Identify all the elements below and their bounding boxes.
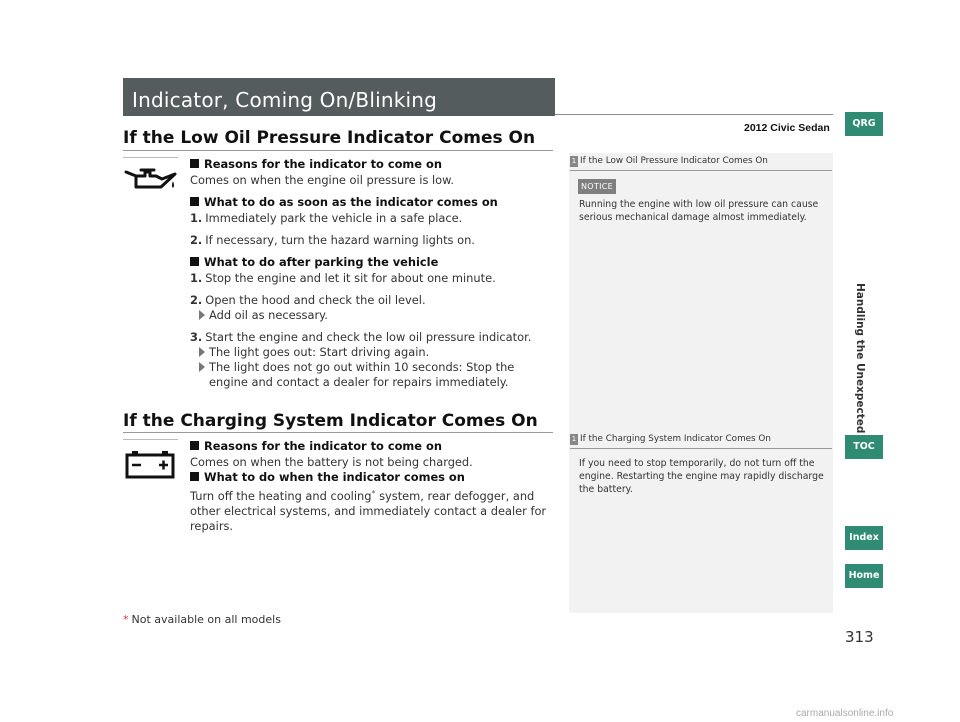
arrow-right-icon [199, 347, 205, 357]
qrg-tab[interactable]: QRG [845, 112, 883, 136]
square-bullet-icon [190, 159, 199, 168]
charging-icon-box [123, 439, 178, 479]
oil-substep: Add oil as necessary. [190, 308, 555, 323]
watermark: carmanualsonline.info [796, 708, 894, 719]
charging-note-header: 1 If the Charging System Indicator Comes On [570, 433, 832, 449]
charging-reasons-text: Comes on when the battery is not being charged. [190, 455, 473, 469]
oil-step: 3. Start the engine and check the low oil pressure indicator. The light goes out: Start driving again. The light does not go out within 10 seconds: Stop the engine and contact a dealer for repairs immediately. [190, 330, 555, 390]
oil-section-rule [123, 150, 553, 151]
index-tab[interactable]: Index [845, 526, 883, 550]
oil-step: 2. If necessary, turn the hazard warning lights on. [190, 233, 475, 247]
model-label: 2012 Civic Sedan [744, 122, 830, 134]
charging-section-rule [123, 432, 553, 433]
charging-action-subheading: What to do when the indicator comes on [190, 470, 555, 485]
square-bullet-icon [190, 441, 199, 450]
charging-side-note [570, 433, 832, 496]
toc-tab[interactable]: TOC [845, 435, 883, 459]
square-bullet-icon [190, 197, 199, 206]
oil-side-note [570, 155, 832, 224]
charging-section-title: If the Charging System Indicator Comes On [123, 411, 538, 431]
header-rule [555, 114, 833, 115]
home-tab[interactable]: Home [845, 564, 883, 588]
oil-section-body [190, 157, 555, 397]
chapter-header: Indicator, Coming On/Blinking [123, 78, 555, 116]
oil-note-header: 1 If the Low Oil Pressure Indicator Comes On [570, 155, 832, 171]
oil-substep: The light does not go out within 10 seconds: Stop the engine and contact a dealer for repairs immediately. [190, 360, 555, 390]
oil-pressure-icon-box [123, 157, 178, 195]
oil-after-subheading: What to do after parking the vehicle [190, 255, 555, 270]
oil-note-text: Running the engine with low oil pressure can cause serious mechanical damage almost immediately. [579, 199, 819, 223]
oil-substep: The light goes out: Start driving again. [190, 345, 555, 360]
oil-step: 2. Open the hood and check the oil level. Add oil as necessary. [190, 293, 555, 323]
arrow-right-icon [199, 310, 205, 320]
charging-action-text: Turn off the heating and cooling* system, rear defogger, and other electrical systems, and immediately contact a dealer for repairs. [190, 489, 547, 533]
square-bullet-icon [190, 472, 199, 481]
oil-reasons-subheading: Reasons for the indicator to come on [190, 157, 555, 172]
oil-section-title: If the Low Oil Pressure Indicator Comes On [123, 128, 536, 148]
page-number: 313 [845, 628, 874, 646]
oil-can-icon [123, 165, 178, 195]
charging-reasons-subheading: Reasons for the indicator to come on [190, 439, 555, 454]
notice-badge: NOTICE [578, 179, 616, 194]
section-side-title: Handling the Unexpected [854, 283, 866, 434]
oil-step: 1. Immediately park the vehicle in a safe place. [190, 211, 463, 225]
battery-icon [123, 447, 178, 479]
footnote: * Not available on all models [123, 613, 281, 626]
oil-immediate-subheading: What to do as soon as the indicator comes on [190, 195, 555, 210]
square-bullet-icon [190, 257, 199, 266]
charging-section-body [190, 439, 555, 534]
oil-reasons-text: Comes on when the engine oil pressure is low. [190, 173, 455, 187]
arrow-right-icon [199, 362, 205, 372]
charging-note-text: If you need to stop temporarily, do not turn off the engine. Restarting the engine may rapidly discharge the battery. [579, 458, 824, 495]
oil-step: 1. Stop the engine and let it sit for about one minute. [190, 271, 496, 285]
